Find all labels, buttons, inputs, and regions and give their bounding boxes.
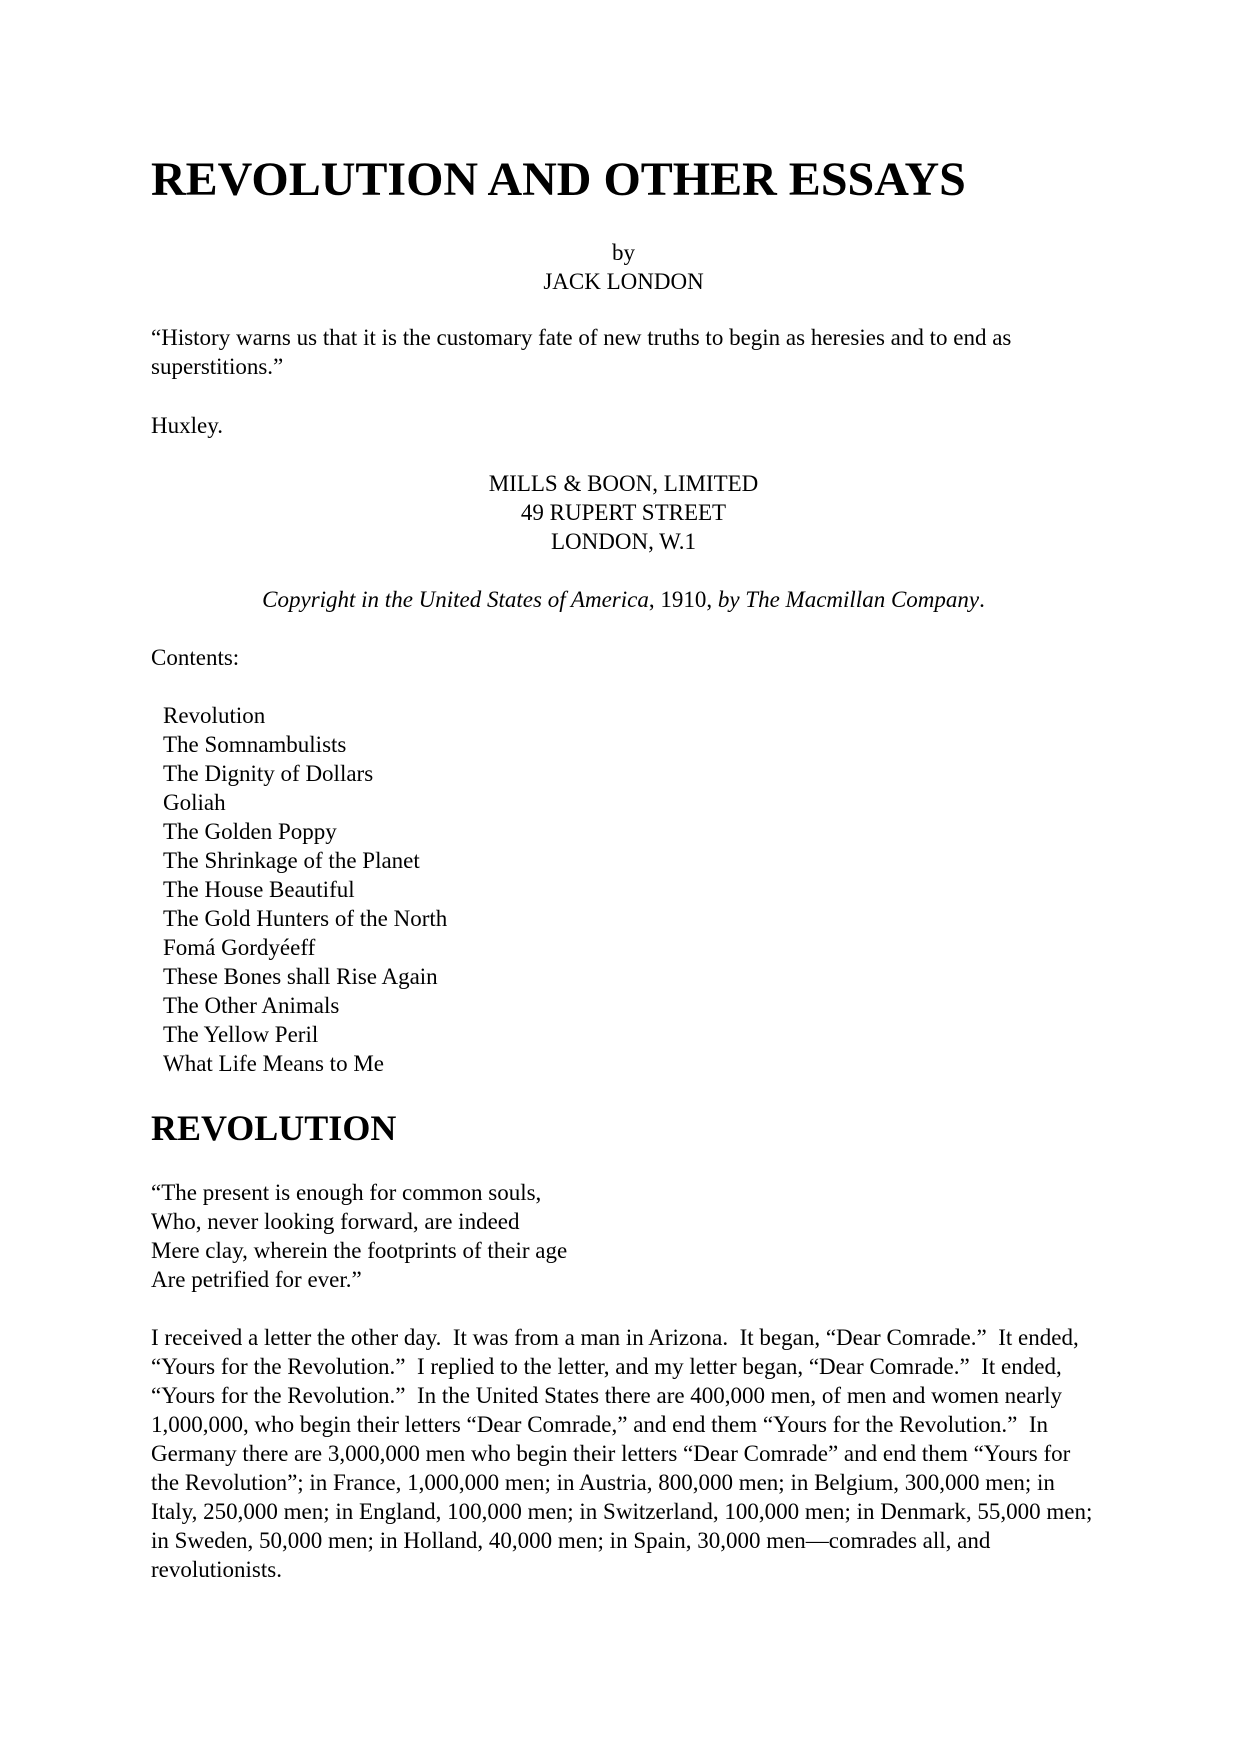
publisher-street: 49 RUPERT STREET — [520, 500, 727, 525]
epigraph-quote: “History warns us that it is the customary fate of new truths to begin as heresies and to end as superstitions.” — [151, 325, 1012, 379]
toc-item: The Yellow Peril — [163, 1022, 319, 1047]
copyright-country: Copyright in the United States of America — [262, 587, 649, 612]
book-title: REVOLUTION AND OTHER ESSAYS — [151, 153, 966, 206]
copyright-notice — [151, 585, 1096, 614]
poem-line: Mere clay, wherein the footprints of their age — [151, 1238, 568, 1263]
body-paragraph: I received a letter the other day. It was from a man in Arizona. It began, “Dear Comrade.” It ended, “Yours for the Revolution.” I replied to the letter, and my letter began, “Dear Comrade.” It ended, “Yours for the Revolution.” In the United States there are 400,000 men, of men and women nearly 1,000,000, who begin their letters “Dear Comrade,” and end them “Yours for the Revolution.” In Germany there are 3,000,000 men who begin their letters “Dear Comrade” and end them “Yours for the Revolution”; in France, 1,000,000 men; in Austria, 800,000 men; in Belgium, 300,000 men; in Italy, 250,000 men; in England, 100,000 men; in Switzerland, 100,000 men; in Denmark, 55,000 men; in Sweden, 50,000 men; in Holland, 40,000 men; in Spain, 30,000 men—comrades all, and revolutionists. — [151, 1325, 1099, 1582]
poem-line: “The present is enough for common souls, — [151, 1180, 542, 1205]
contents-label: Contents: — [151, 645, 240, 670]
section-heading: REVOLUTION — [151, 1108, 397, 1148]
toc-item: The Dignity of Dollars — [163, 761, 374, 786]
toc-item: The Gold Hunters of the North — [163, 906, 448, 931]
epigraph-attribution: Huxley. — [151, 413, 223, 438]
toc-item: The Golden Poppy — [163, 819, 337, 844]
copyright-company: by The Macmillan Company — [717, 587, 980, 612]
poem-line: Are petrified for ever.” — [151, 1267, 362, 1292]
poem-line: Who, never looking forward, are indeed — [151, 1209, 520, 1234]
copyright-year: , 1910, — [648, 587, 718, 612]
by-label: by — [612, 240, 635, 265]
copyright-period: . — [979, 587, 985, 612]
toc-item: The Shrinkage of the Planet — [163, 848, 420, 873]
publisher-city: LONDON, W.1 — [550, 529, 697, 554]
toc-item: The Somnambulists — [163, 732, 347, 757]
toc-item: The House Beautiful — [163, 877, 355, 902]
toc-item: Goliah — [163, 790, 226, 815]
section-poem — [151, 1178, 567, 1294]
publisher-name: MILLS & BOON, LIMITED — [488, 471, 759, 496]
toc-item: What Life Means to Me — [163, 1051, 384, 1076]
publisher-block — [151, 469, 1096, 556]
toc-item: The Other Animals — [163, 993, 340, 1018]
byline — [151, 238, 1096, 296]
toc-item: Fomá Gordyéeff — [163, 935, 316, 960]
toc-item: Revolution — [163, 703, 266, 728]
toc-item: These Bones shall Rise Again — [163, 964, 438, 989]
table-of-contents — [163, 701, 447, 1078]
author-name: JACK LONDON — [543, 269, 704, 294]
